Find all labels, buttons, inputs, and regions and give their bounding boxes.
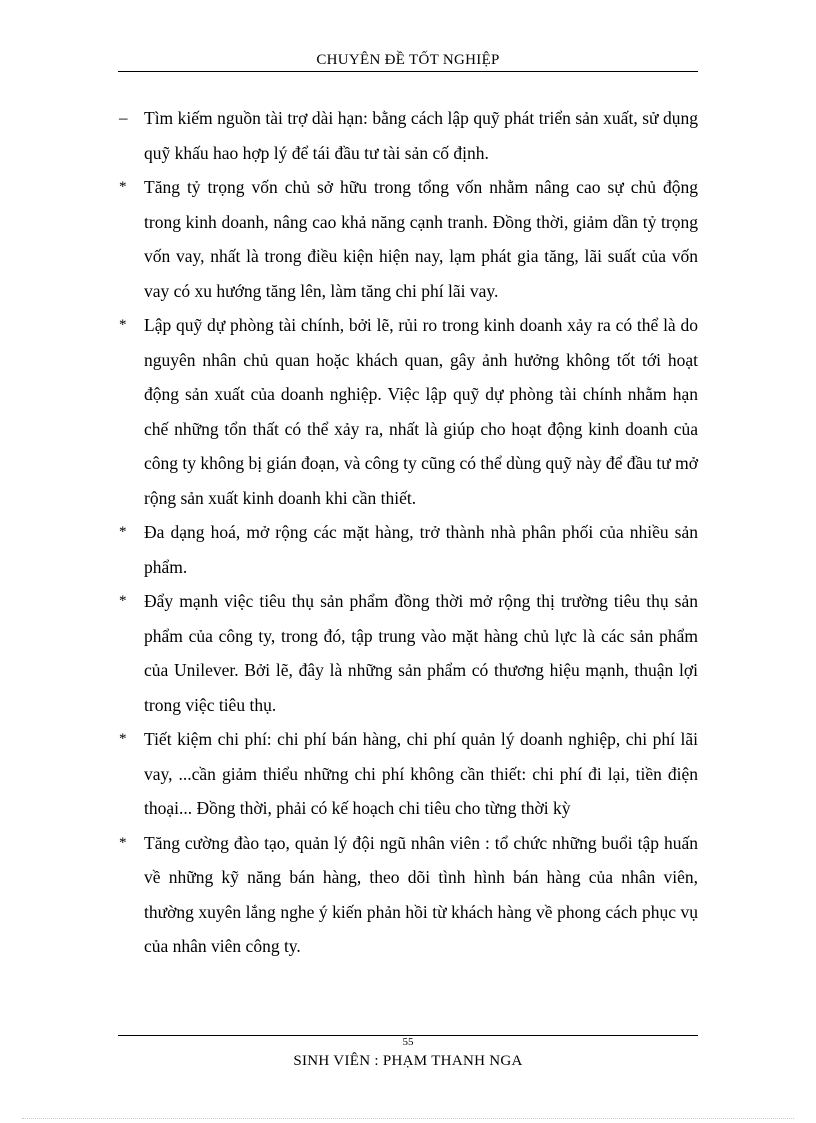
page-bottom-edge	[22, 1118, 794, 1119]
page-number: 55	[402, 1036, 414, 1048]
list-item-text: Tìm kiếm nguồn tài trợ dài hạn: bằng cách lập quỹ phát triển sản xuất, sử dụng quỹ khấu hao hợp lý để tái đầu tư tài sản cố định.	[144, 108, 698, 163]
list-item	[118, 170, 698, 308]
asterisk-bullet: *	[119, 731, 127, 747]
asterisk-bullet: *	[119, 179, 127, 195]
body-list	[118, 101, 698, 964]
asterisk-bullet: *	[119, 593, 127, 609]
footer-student-name: SINH VIÊN : PHẠM THANH NGA	[293, 1053, 523, 1069]
asterisk-bullet: *	[119, 317, 127, 333]
list-item-text: Tăng cường đào tạo, quản lý đội ngũ nhân viên : tổ chức những buổi tập huấn về những kỹ năng bán hàng, theo dõi tình hình bán hàng của nhân viên, thường xuyên lắng nghe ý kiến phản hồi từ khách hàng về phong cách phục vụ của nhân viên công ty.	[144, 832, 698, 956]
list-item	[118, 101, 698, 170]
list-item-text: Tiết kiệm chi phí: chi phí bán hàng, chi phí quản lý doanh nghiệp, chi phí lãi vay, ...cần giảm thiểu những chi phí không cần thiết: chi phí đi lại, tiền điện thoại... Đồng thời, phải có kế hoạch chi tiêu cho từng thời kỳ	[144, 729, 698, 818]
list-item	[118, 826, 698, 964]
list-item-text: Đa dạng hoá, mở rộng các mặt hàng, trở thành nhà phân phối của nhiều sản phẩm.	[144, 522, 698, 577]
list-item	[118, 308, 698, 515]
list-item-text: Đẩy mạnh việc tiêu thụ sản phẩm đồng thời mở rộng thị trường tiêu thụ sản phẩm của công ty, trong đó, tập trung vào mặt hàng chủ lực là các sản phẩm của Unilever. Bởi lẽ, đây là những sản phẩm có thương hiệu mạnh, thuận lợi trong việc tiêu thụ.	[144, 591, 698, 715]
list-item	[118, 722, 698, 826]
list-item-text: Tăng tỷ trọng vốn chủ sở hữu trong tổng vốn nhằm nâng cao sự chủ động trong kinh doanh, nâng cao khả năng cạnh tranh. Đồng thời, giảm dần tỷ trọng vốn vay, nhất là trong điều kiện hiện nay, lạm phát gia tăng, lãi suất của vốn vay có xu hướng tăng lên, làm tăng chi phí lãi vay.	[144, 177, 698, 301]
page-header-title: CHUYÊN ĐỀ TỐT NGHIỆP	[316, 52, 500, 68]
header-divider	[118, 71, 698, 72]
list-item	[118, 584, 698, 722]
asterisk-bullet: *	[119, 834, 127, 851]
dash-bullet: –	[119, 108, 128, 127]
list-item	[118, 515, 698, 584]
asterisk-bullet: *	[119, 524, 127, 540]
list-item-text: Lập quỹ dự phòng tài chính, bởi lẽ, rủi ro trong kinh doanh xảy ra có thể là do nguyên nhân chủ quan hoặc khách quan, gây ảnh hưởng không tốt tới hoạt động sản xuất của doanh nghiệp. Việc lập quỹ dự phòng tài chính nhằm hạn chế những tổn thất có thể xảy ra, nhất là giúp cho hoạt động kinh doanh của công ty không bị gián đoạn, và công ty cũng có thể dùng quỹ này để đầu tư mở rộng sản xuất kinh doanh khi cần thiết.	[144, 315, 698, 508]
